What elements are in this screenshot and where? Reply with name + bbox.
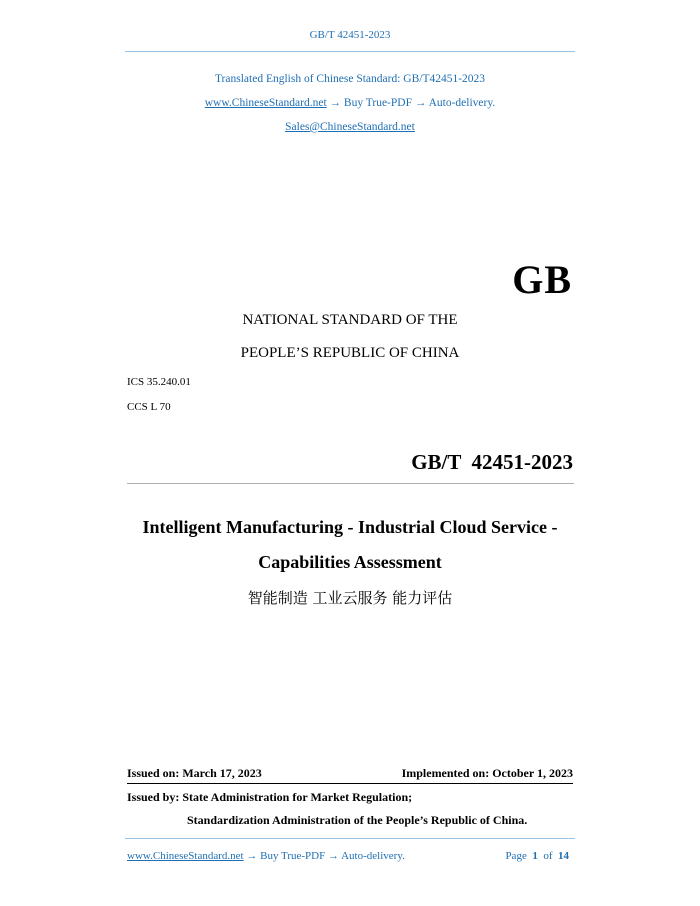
- purchase-notice: [0, 97, 700, 109]
- footer-website-link[interactable]: www.ChineseStandard.net: [127, 850, 244, 862]
- chinese-title: 智能制造 工业云服务 能力评估: [247, 589, 453, 607]
- national-standard-line1: NATIONAL STANDARD OF THE: [242, 312, 458, 328]
- national-standard-line2: PEOPLE’S REPUBLIC OF CHINA: [240, 345, 460, 361]
- ics-code: ICS 35.240.01: [127, 376, 191, 388]
- translation-notice: Translated English of Chinese Standard: GB/T42451-2023: [214, 73, 486, 85]
- page-label: Page: [505, 850, 527, 862]
- footer-purchase: [127, 850, 405, 862]
- purchase-text: → Buy True-PDF → Auto-delivery.: [326, 97, 496, 109]
- standard-number: GB/T 42451-2023: [411, 450, 573, 474]
- gb-mark: GB: [512, 257, 572, 302]
- page-total: 14: [558, 850, 569, 862]
- standard-number-divider: [127, 483, 574, 484]
- website-link[interactable]: www.ChineseStandard.net: [204, 97, 327, 109]
- dates-divider: [127, 783, 573, 784]
- page-current: 1: [532, 850, 538, 862]
- email-line: [0, 121, 700, 133]
- footer-divider: [125, 838, 575, 839]
- footer-purchase-text: → Buy True-PDF → Auto-delivery.: [243, 850, 405, 862]
- email-link[interactable]: Sales@ChineseStandard.net: [285, 121, 415, 133]
- page-indicator: [505, 850, 569, 862]
- header-divider: [125, 51, 575, 52]
- header-standard-code: GB/T 42451-2023: [309, 29, 391, 41]
- title-line1: Intelligent Manufacturing - Industrial Cloud Service -: [142, 517, 558, 537]
- issued-by-line2: Standardization Administration of the People’s Republic of China.: [187, 813, 528, 827]
- title-line2: Capabilities Assessment: [258, 552, 442, 572]
- of-label: of: [543, 850, 553, 862]
- issued-date: Issued on: March 17, 2023: [127, 766, 262, 780]
- implemented-date: Implemented on: October 1, 2023: [401, 766, 573, 780]
- ccs-code: CCS L 70: [127, 401, 171, 413]
- issued-by-line1: Issued by: State Administration for Market Regulation;: [127, 790, 413, 804]
